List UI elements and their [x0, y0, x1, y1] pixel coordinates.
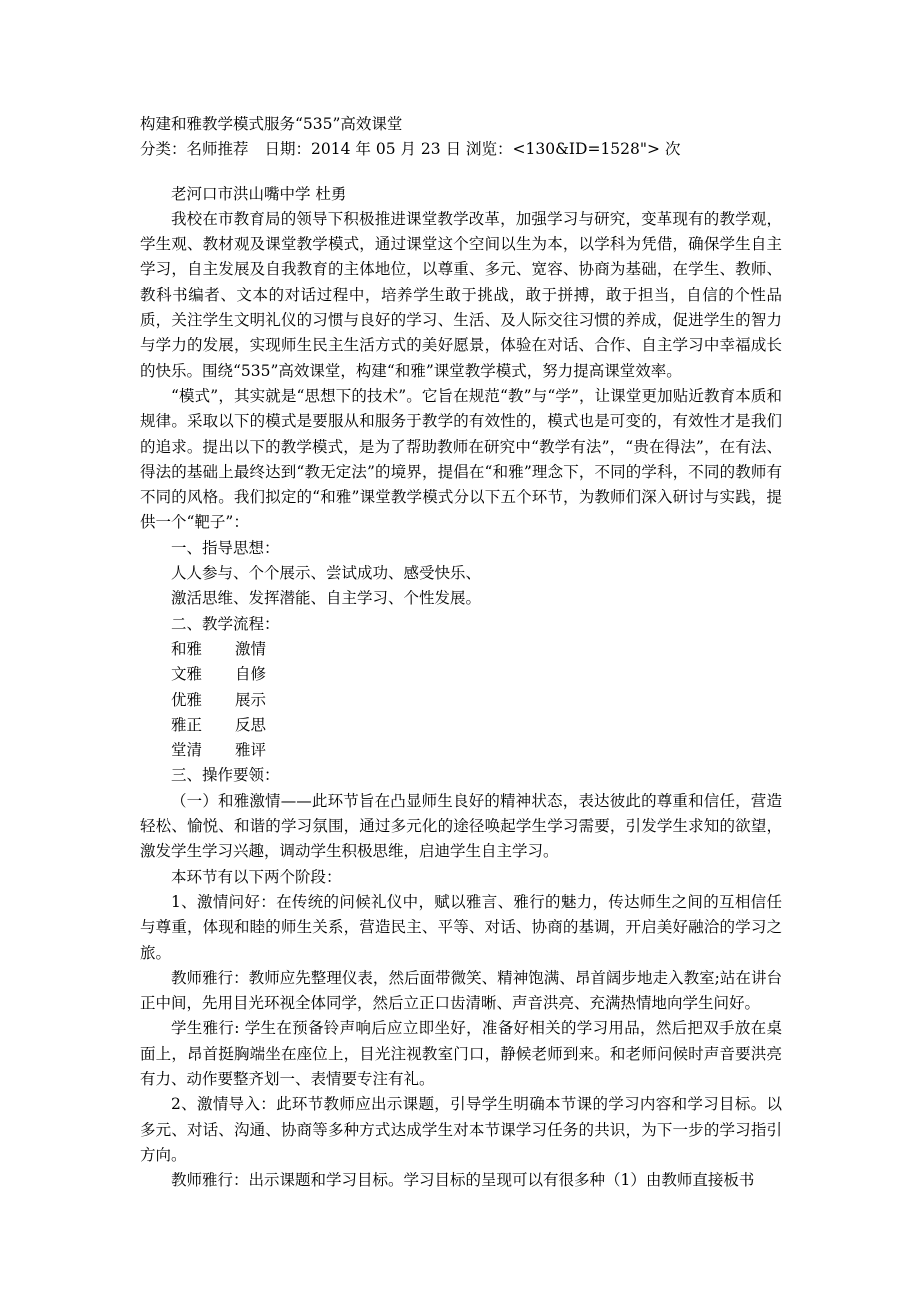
author-line: 老河口市洪山嘴中学 杜勇	[171, 184, 347, 203]
section-heading-teaching-flow: 二、教学流程：	[171, 614, 280, 633]
paragraph-greeting: 1、激情问好：在传统的问候礼仪中，赋以雅言、雅行的魅力，传达师生之间的互相信任与尊重，体现和睦的师生关系，营造民主、平等、对话、协商的基调，开启美好融洽的学习之旅。	[140, 892, 782, 962]
views-value: <130&ID=1528">	[512, 140, 661, 159]
category-value: 名师推荐	[186, 140, 249, 159]
flow-item: 雅正 反思	[171, 715, 267, 734]
flow-item: 文雅 自修	[171, 665, 267, 684]
flow-item: 和雅 激情	[171, 639, 267, 658]
document-page	[140, 112, 782, 1193]
article-meta	[140, 137, 782, 162]
paragraph-model: “模式”，其实就是“思想下的技术”。它旨在规范“教”与“学”，让课堂更加贴近教育本质和规律。采取以下的模式是要服从和服务于教学的有效性的，模式也是可变的，有效性才是我们的追求。提出以下的教学模式，是为了帮助教师在研究中“教学有法”，“贵在得法”，在有法、得法的基础上最终达到“教无定法”的境界，提倡在“和雅”理念下，不同的学科，不同的教师有不同的风格。我们拟定的“和雅”课堂教学模式分以下五个环节，为教师们深入研讨与实践，提供一个“靶子”：	[140, 386, 782, 532]
category-label: 分类：	[140, 140, 187, 159]
guiding-idea-line-1: 人人参与、个个展示、尝试成功、感受快乐、	[171, 564, 482, 583]
paragraph-step-one: （一）和雅激情——此环节旨在凸显师生良好的精神状态，表达彼此的尊重和信任，营造轻松、愉悦、和谐的学习氛围，通过多元化的途径唤起学生学习需要，引发学生求知的欲望，激发学生学习兴趣，调动学生积极思维，启迪学生自主学习。	[140, 791, 782, 861]
views-unit: 次	[664, 140, 681, 159]
paragraph-intro: 我校在市教育局的领导下积极推进课堂教学改革，加强学习与研究，变革现有的教学观，学生观、教材观及课堂教学模式，通过课堂这个空间以生为本，以学科为凭借，确保学生自主学习，自主发展及自我教育的主体地位，以尊重、多元、宽容、协商为基础，在学生、教师、教科书编者、文本的对话过程中，培养学生敢于挑战，敢于拼搏，敢于担当，自信的个性品质，关注学生文明礼仪的习惯与良好的学习、生活、及人际交往习惯的养成，促进学生的智力与学力的发展，实现师生民主生活方式的美好愿景，体验在对话、合作、自主学习中幸福成长的快乐。围绕“535”高效课堂，构建“和雅”课堂教学模式，努力提高课堂效率。	[140, 209, 782, 380]
section-heading-operation: 三、操作要领：	[171, 766, 280, 785]
paragraph-student-conduct: 学生雅行: 学生在预备铃声响后应立即坐好，准备好相关的学习用品，然后把双手放在桌面上，昂首挺胸端坐在座位上，目光注视教室门口，静候老师到来。和老师问候时声音要洪亮有力、动作要整齐划一、表情要专注有礼。	[140, 1019, 782, 1088]
date-value: 2014 年 05 月 23 日	[311, 140, 462, 159]
flow-item: 优雅 展示	[171, 690, 267, 709]
paragraph-teacher-conduct: 教师雅行：教师应先整理仪表，然后面带微笑、精神饱满、昂首阔步地走入教室;站在讲台正中间，先用目光环视全体同学，然后立正口齿清晰、声音洪亮、充满热情地向学生问好。	[140, 968, 782, 1013]
views-label: 浏览：	[466, 140, 513, 159]
paragraph-two-stages: 本环节有以下两个阶段：	[171, 867, 342, 886]
paragraph-introduction: 2、激情导入：此环节教师应出示课题，引导学生明确本节课的学习内容和学习目标。以多元、对话、沟通、协商等多种方式达成学生对本节课学习任务的共识，为下一步的学习指引方向。	[140, 1095, 782, 1164]
paragraph-teacher-goals: 教师雅行：出示课题和学习目标。学习目标的呈现可以有很多种（1）由教师直接板书	[171, 1171, 755, 1190]
section-heading-guiding-idea: 一、指导思想：	[171, 538, 280, 557]
date-label: 日期：	[264, 140, 312, 159]
guiding-idea-line-2: 激活思维、发挥潜能、自主学习、个性发展。	[171, 589, 482, 608]
article-title: 构建和雅教学模式服务“535”高效课堂	[140, 115, 403, 133]
flow-item: 堂清 雅评	[171, 741, 267, 760]
